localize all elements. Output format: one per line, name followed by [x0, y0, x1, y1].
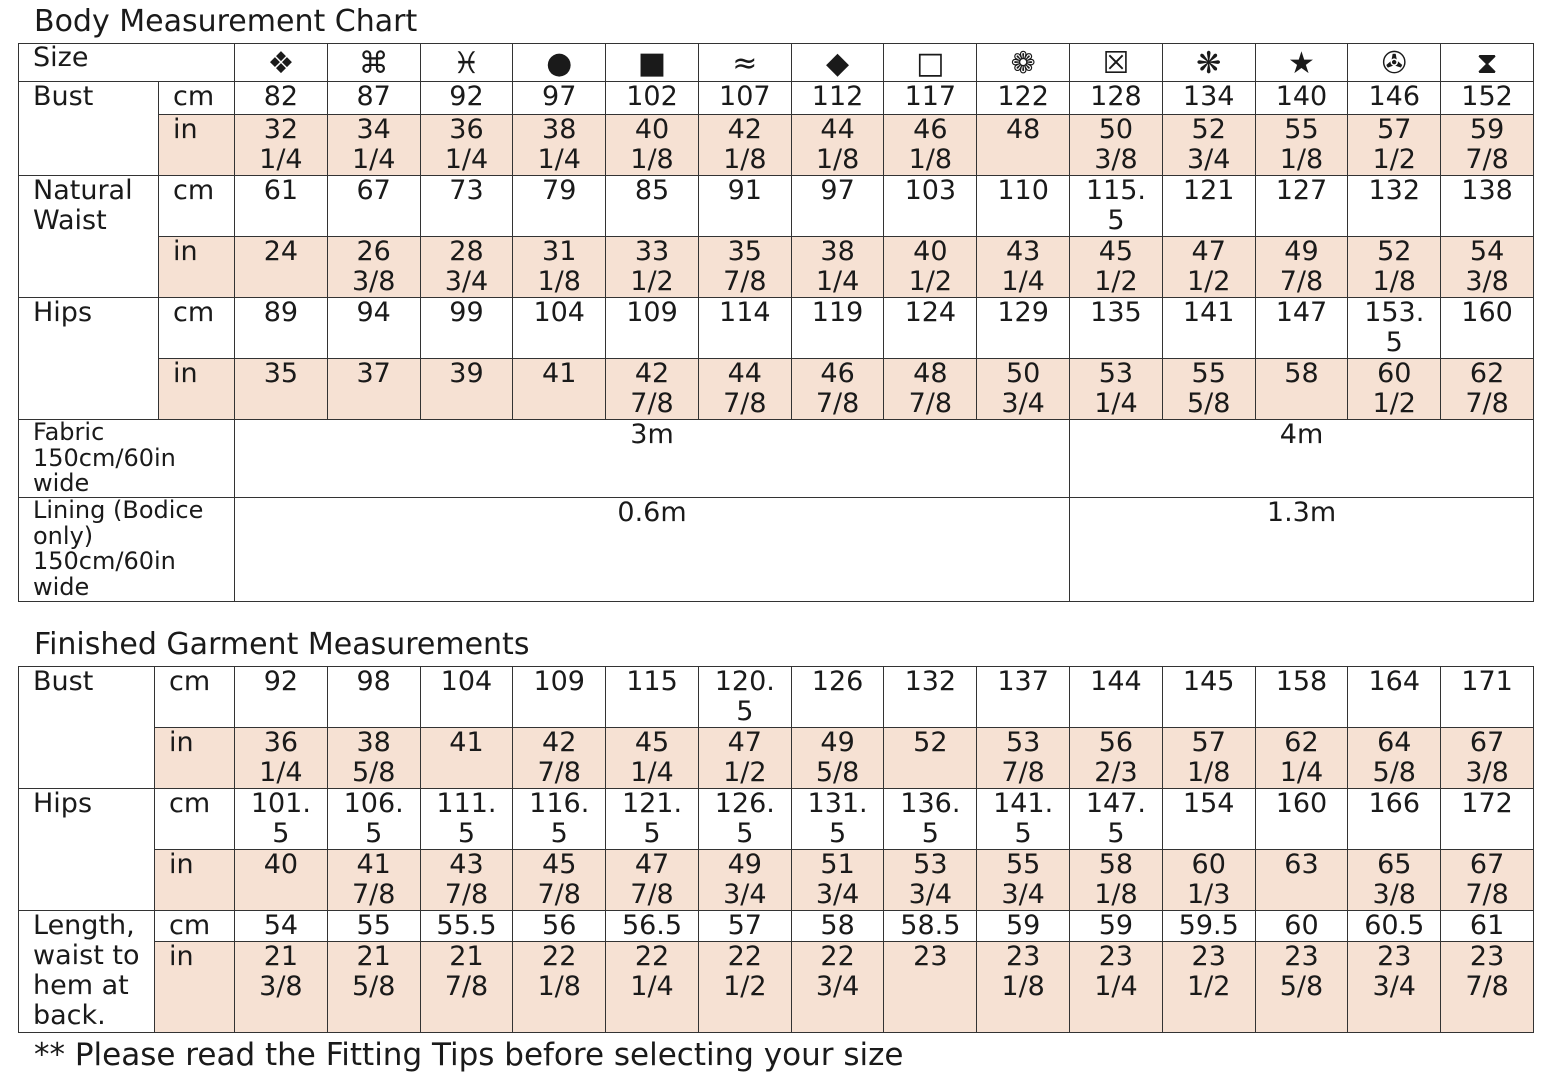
value-cell: 103 — [884, 176, 977, 237]
value-cell: 59 7/8 — [1441, 115, 1534, 176]
value-cell: 42 7/8 — [513, 728, 606, 789]
value-cell: 47 1/2 — [698, 728, 791, 789]
value-cell: 22 3/4 — [791, 942, 884, 1033]
unit-label: in — [155, 728, 235, 789]
value-cell: 44 7/8 — [698, 359, 791, 420]
table-row — [19, 359, 1534, 420]
value-cell: 53 7/8 — [977, 728, 1070, 789]
value-cell: 52 — [884, 728, 977, 789]
value-cell: 23 — [884, 942, 977, 1033]
value-cell: 23 1/4 — [1070, 942, 1163, 1033]
value-cell: 92 — [235, 667, 328, 728]
value-cell: 23 7/8 — [1441, 942, 1534, 1033]
value-cell: 67 7/8 — [1441, 850, 1534, 911]
value-cell: 104 — [513, 298, 606, 359]
pisces-icon: ♓ — [453, 46, 480, 81]
value-cell: 121 — [1162, 176, 1255, 237]
value-cell: 23 5/8 — [1255, 942, 1348, 1033]
table-row — [19, 82, 1534, 115]
size-symbol-6 — [698, 44, 791, 82]
size-symbol-9 — [977, 44, 1070, 82]
value-cell: 119 — [791, 298, 884, 359]
value-cell: 112 — [791, 82, 884, 115]
value-cell: 55 1/8 — [1255, 115, 1348, 176]
value-cell: 73 — [420, 176, 513, 237]
value-cell: 92 — [420, 82, 513, 115]
value-cell: 36 1/4 — [235, 728, 328, 789]
value-cell: 145 — [1162, 667, 1255, 728]
value-cell: 56.5 — [606, 911, 699, 942]
value-cell: 131. 5 — [791, 789, 884, 850]
value-cell: 44 1/8 — [791, 115, 884, 176]
value-cell: 59 — [1070, 911, 1163, 942]
value-cell: 91 — [698, 176, 791, 237]
atom-icon: ✇ — [1381, 46, 1407, 81]
value-cell: 23 1/2 — [1162, 942, 1255, 1033]
row-label: Hips — [19, 298, 159, 420]
value-cell: 36 1/4 — [420, 115, 513, 176]
value-cell: 50 3/4 — [977, 359, 1070, 420]
value-cell: 99 — [420, 298, 513, 359]
size-symbol-1 — [235, 44, 328, 82]
table-row — [19, 789, 1534, 850]
value-cell: 117 — [884, 82, 977, 115]
value-cell: 82 — [235, 82, 328, 115]
unit-label: cm — [159, 82, 235, 115]
value-cell: 153. 5 — [1348, 298, 1441, 359]
unit-label: in — [159, 359, 235, 420]
value-cell: 41 — [513, 359, 606, 420]
value-cell: 109 — [513, 667, 606, 728]
value-cell: 56 — [513, 911, 606, 942]
value-cell: 124 — [884, 298, 977, 359]
black-diamond-icon: ◆ — [826, 46, 850, 81]
fabric-large-sizes: 4m — [1070, 420, 1534, 498]
lining-row — [19, 498, 1534, 602]
value-cell: 58.5 — [884, 911, 977, 942]
value-cell: 154 — [1162, 789, 1255, 850]
size-symbol-8 — [884, 44, 977, 82]
value-cell: 122 — [977, 82, 1070, 115]
value-cell: 62 1/4 — [1255, 728, 1348, 789]
row-label: Length, waist to hem at back. — [19, 911, 155, 1033]
size-symbol-4 — [513, 44, 606, 82]
value-cell: 87 — [327, 82, 420, 115]
table-row — [19, 115, 1534, 176]
size-symbol-14 — [1441, 44, 1534, 82]
value-cell: 65 3/8 — [1348, 850, 1441, 911]
value-cell: 57 1/2 — [1348, 115, 1441, 176]
fitting-tips-note: ** Please read the Fitting Tips before selecting your size — [34, 1037, 904, 1073]
value-cell: 147 — [1255, 298, 1348, 359]
value-cell: 38 1/4 — [513, 115, 606, 176]
value-cell: 52 3/4 — [1162, 115, 1255, 176]
value-cell: 55 5/8 — [1162, 359, 1255, 420]
value-cell: 45 7/8 — [513, 850, 606, 911]
value-cell: 54 3/8 — [1441, 237, 1534, 298]
value-cell: 48 — [977, 115, 1070, 176]
value-cell: 110 — [977, 176, 1070, 237]
value-cell: 126. 5 — [698, 789, 791, 850]
value-cell: 115 — [606, 667, 699, 728]
value-cell: 49 3/4 — [698, 850, 791, 911]
unit-label: cm — [155, 789, 235, 850]
value-cell: 94 — [327, 298, 420, 359]
value-cell: 59 — [977, 911, 1070, 942]
value-cell: 46 1/8 — [884, 115, 977, 176]
value-cell: 160 — [1441, 298, 1534, 359]
value-cell: 89 — [235, 298, 328, 359]
value-cell: 43 1/4 — [977, 237, 1070, 298]
value-cell: 98 — [327, 667, 420, 728]
value-cell: 47 7/8 — [606, 850, 699, 911]
black-star-icon: ★ — [1288, 46, 1315, 81]
table-row — [19, 237, 1534, 298]
value-cell: 102 — [606, 82, 699, 115]
value-cell: 128 — [1070, 82, 1163, 115]
value-cell: 38 1/4 — [791, 237, 884, 298]
value-cell: 45 1/4 — [606, 728, 699, 789]
value-cell: 67 — [327, 176, 420, 237]
table-row — [19, 911, 1534, 942]
value-cell: 23 3/4 — [1348, 942, 1441, 1033]
value-cell: 114 — [698, 298, 791, 359]
value-cell: 172 — [1441, 789, 1534, 850]
value-cell: 35 7/8 — [698, 237, 791, 298]
value-cell: 101. 5 — [235, 789, 328, 850]
value-cell: 97 — [791, 176, 884, 237]
body-measurement-table — [18, 43, 1534, 602]
asterisk-icon: ❋ — [1196, 46, 1222, 81]
value-cell: 141 — [1162, 298, 1255, 359]
value-cell: 135 — [1070, 298, 1163, 359]
unit-label: in — [155, 850, 235, 911]
four-diamond-icon: ❖ — [267, 46, 295, 81]
value-cell: 138 — [1441, 176, 1534, 237]
table-row — [19, 176, 1534, 237]
value-cell: 55.5 — [420, 911, 513, 942]
value-cell: 106. 5 — [327, 789, 420, 850]
size-symbol-2 — [327, 44, 420, 82]
value-cell: 40 1/2 — [884, 237, 977, 298]
value-cell: 57 — [698, 911, 791, 942]
value-cell: 137 — [977, 667, 1070, 728]
table-row — [19, 850, 1534, 911]
unit-label: in — [159, 237, 235, 298]
value-cell: 49 5/8 — [791, 728, 884, 789]
value-cell: 56 2/3 — [1070, 728, 1163, 789]
value-cell: 164 — [1348, 667, 1441, 728]
unit-label: cm — [155, 667, 235, 728]
size-symbol-11 — [1162, 44, 1255, 82]
value-cell: 115. 5 — [1070, 176, 1163, 237]
fabric-label: Fabric 150cm/60in wide — [19, 420, 235, 498]
value-cell: 85 — [606, 176, 699, 237]
value-cell: 24 — [235, 237, 328, 298]
value-cell: 42 1/8 — [698, 115, 791, 176]
value-cell: 61 — [1441, 911, 1534, 942]
value-cell: 57 1/8 — [1162, 728, 1255, 789]
row-label: Bust — [19, 667, 155, 789]
value-cell: 26 3/8 — [327, 237, 420, 298]
value-cell: 23 1/8 — [977, 942, 1070, 1033]
value-cell: 79 — [513, 176, 606, 237]
value-cell: 166 — [1348, 789, 1441, 850]
value-cell: 21 3/8 — [235, 942, 328, 1033]
value-cell: 41 7/8 — [327, 850, 420, 911]
value-cell: 104 — [420, 667, 513, 728]
unit-label: cm — [159, 176, 235, 237]
value-cell: 31 1/8 — [513, 237, 606, 298]
size-symbol-10 — [1070, 44, 1163, 82]
value-cell: 40 — [235, 850, 328, 911]
value-cell: 132 — [884, 667, 977, 728]
value-cell: 134 — [1162, 82, 1255, 115]
white-square-icon: □ — [916, 46, 945, 81]
value-cell: 32 1/4 — [235, 115, 328, 176]
size-header-row — [19, 44, 1534, 82]
value-cell: 54 — [235, 911, 328, 942]
black-square-icon: ■ — [637, 46, 667, 81]
row-label: Natural Waist — [19, 176, 159, 298]
value-cell: 63 — [1255, 850, 1348, 911]
value-cell: 126 — [791, 667, 884, 728]
table-row — [19, 667, 1534, 728]
value-cell: 51 3/4 — [791, 850, 884, 911]
size-symbol-13 — [1348, 44, 1441, 82]
lining-large-sizes: 1.3m — [1070, 498, 1534, 602]
size-symbol-3 — [420, 44, 513, 82]
value-cell: 160 — [1255, 789, 1348, 850]
size-label: Size — [19, 44, 235, 82]
size-symbol-7 — [791, 44, 884, 82]
row-label: Hips — [19, 789, 155, 911]
value-cell: 146 — [1348, 82, 1441, 115]
table-row — [19, 942, 1534, 1033]
table-row — [19, 298, 1534, 359]
value-cell: 147. 5 — [1070, 789, 1163, 850]
value-cell: 53 1/4 — [1070, 359, 1163, 420]
value-cell: 45 1/2 — [1070, 237, 1163, 298]
fabric-row — [19, 420, 1534, 498]
value-cell: 28 3/4 — [420, 237, 513, 298]
body-chart-title: Body Measurement Chart — [34, 4, 418, 39]
value-cell: 53 3/4 — [884, 850, 977, 911]
value-cell: 140 — [1255, 82, 1348, 115]
value-cell: 136. 5 — [884, 789, 977, 850]
size-symbol-12 — [1255, 44, 1348, 82]
value-cell: 152 — [1441, 82, 1534, 115]
value-cell: 35 — [235, 359, 328, 420]
value-cell: 42 7/8 — [606, 359, 699, 420]
value-cell: 60 — [1255, 911, 1348, 942]
value-cell: 116. 5 — [513, 789, 606, 850]
value-cell: 132 — [1348, 176, 1441, 237]
value-cell: 67 3/8 — [1441, 728, 1534, 789]
value-cell: 37 — [327, 359, 420, 420]
wheel-icon: ❁ — [1010, 46, 1036, 81]
value-cell: 55 — [327, 911, 420, 942]
value-cell: 60 1/2 — [1348, 359, 1441, 420]
value-cell: 120. 5 — [698, 667, 791, 728]
finished-chart-title: Finished Garment Measurements — [34, 627, 530, 662]
value-cell: 64 5/8 — [1348, 728, 1441, 789]
value-cell: 39 — [420, 359, 513, 420]
value-cell: 171 — [1441, 667, 1534, 728]
value-cell: 58 — [1255, 359, 1348, 420]
value-cell: 21 7/8 — [420, 942, 513, 1033]
fabric-small-sizes: 3m — [235, 420, 1070, 498]
value-cell: 55 3/4 — [977, 850, 1070, 911]
value-cell: 121. 5 — [606, 789, 699, 850]
value-cell: 62 7/8 — [1441, 359, 1534, 420]
value-cell: 43 7/8 — [420, 850, 513, 911]
command-key-icon: ⌘ — [358, 46, 389, 81]
value-cell: 50 3/8 — [1070, 115, 1163, 176]
value-cell: 48 7/8 — [884, 359, 977, 420]
value-cell: 127 — [1255, 176, 1348, 237]
value-cell: 49 7/8 — [1255, 237, 1348, 298]
value-cell: 40 1/8 — [606, 115, 699, 176]
unit-label: in — [159, 115, 235, 176]
hourglass-icon: ⧗ — [1476, 46, 1498, 81]
value-cell: 129 — [977, 298, 1070, 359]
x-box-icon: ☒ — [1102, 46, 1130, 81]
value-cell: 109 — [606, 298, 699, 359]
finished-garment-table — [18, 666, 1534, 1033]
value-cell: 58 — [791, 911, 884, 942]
value-cell: 47 1/2 — [1162, 237, 1255, 298]
value-cell: 22 1/2 — [698, 942, 791, 1033]
unit-label: cm — [155, 911, 235, 942]
value-cell: 46 7/8 — [791, 359, 884, 420]
value-cell: 22 1/4 — [606, 942, 699, 1033]
value-cell: 41 — [420, 728, 513, 789]
value-cell: 21 5/8 — [327, 942, 420, 1033]
value-cell: 141. 5 — [977, 789, 1070, 850]
value-cell: 58 1/8 — [1070, 850, 1163, 911]
value-cell: 59.5 — [1162, 911, 1255, 942]
lining-label: Lining (Bodice only) 150cm/60in wide — [19, 498, 235, 602]
lining-small-sizes: 0.6m — [235, 498, 1070, 602]
value-cell: 60.5 — [1348, 911, 1441, 942]
value-cell: 33 1/2 — [606, 237, 699, 298]
unit-label: in — [155, 942, 235, 1033]
value-cell: 97 — [513, 82, 606, 115]
value-cell: 107 — [698, 82, 791, 115]
value-cell: 158 — [1255, 667, 1348, 728]
value-cell: 52 1/8 — [1348, 237, 1441, 298]
row-label: Bust — [19, 82, 159, 176]
size-symbol-5 — [606, 44, 699, 82]
black-circle-icon: ● — [546, 46, 573, 81]
value-cell: 61 — [235, 176, 328, 237]
unit-label: cm — [159, 298, 235, 359]
value-cell: 22 1/8 — [513, 942, 606, 1033]
value-cell: 38 5/8 — [327, 728, 420, 789]
value-cell: 34 1/4 — [327, 115, 420, 176]
value-cell: 144 — [1070, 667, 1163, 728]
value-cell: 111. 5 — [420, 789, 513, 850]
aquarius-icon: ≈ — [732, 46, 758, 81]
table-row — [19, 728, 1534, 789]
value-cell: 60 1/3 — [1162, 850, 1255, 911]
